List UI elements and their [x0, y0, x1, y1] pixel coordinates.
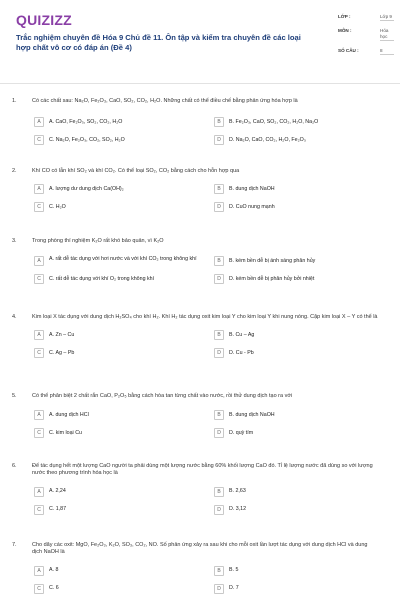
option-text: D. Cu - Pb [229, 349, 254, 356]
meta-row-subject [338, 28, 394, 41]
question-number: 1. [12, 98, 17, 104]
option-text: A. dung dịch HCl [49, 411, 89, 418]
option-text: A. 2,24 [49, 488, 66, 495]
option-text: D. 3,12 [229, 506, 247, 513]
meta-row-count [338, 48, 394, 55]
question-number: 6. [12, 463, 17, 469]
answer-options [34, 566, 388, 594]
option-text: C. kim loại Cu [49, 429, 82, 436]
option-text: B. kém bền dễ bị ánh sáng phân hủy [229, 257, 316, 264]
option-letter: B [214, 256, 224, 266]
option-letter: B [214, 566, 224, 576]
option-letter: D [214, 428, 224, 438]
option-letter: D [214, 202, 224, 212]
option-letter: A [34, 184, 44, 194]
option-letter: A [34, 566, 44, 576]
option-text: A. Zn – Cu [49, 331, 75, 338]
option-c[interactable] [34, 584, 214, 594]
option-d[interactable] [214, 584, 394, 594]
option-letter: C [34, 428, 44, 438]
question-text: Kim loại X tác dụng với dung dịch H₂SO₄ cho khí H₂. Khí H₂ tác dụng oxit kim loại Y cho kim loại Y khi nung nóng. Cặp kim loại X – Y có thể là [32, 314, 378, 320]
question-5 [12, 393, 388, 438]
option-letter: B [214, 117, 224, 127]
meta-row-class [338, 14, 394, 21]
option-letter: A [34, 117, 44, 127]
option-text: D. 7 [229, 585, 239, 592]
option-text: D. Na₂O, CaO, CO₂, H₂O, Fe₂O₃ [229, 136, 306, 143]
question-text: Khí CO có lẫn khí SO₂ và khí CO₂. Có thể loại SO₂, CO₂ bằng cách cho hỗn hợp qua [32, 168, 240, 174]
option-d[interactable] [214, 135, 394, 145]
option-text: B. dung dịch NaOH [229, 185, 275, 192]
option-a[interactable] [34, 566, 214, 576]
option-letter: B [214, 184, 224, 194]
option-text: C. H₂O [49, 203, 66, 210]
option-letter: C [34, 505, 44, 515]
answer-options [34, 254, 388, 284]
page-title: Trắc nghiệm chuyên đề Hóa 9 Chủ đề 11. Ôn tập và kiểm tra chuyên đề các loại hợp chất vô cơ có đáp án (Đề 4) [16, 33, 301, 52]
option-text: A. 8 [49, 567, 59, 574]
brand-logo [16, 12, 72, 28]
question-3 [12, 238, 388, 284]
meta-value: Hóa học [380, 28, 394, 41]
question-text: Cho dãy các oxit: MgO, Fe₂O₃, K₂O, SO₃, CO₂, NO. Số phản ứng xảy ra sau khi cho mỗi oxit lần lượt tác dụng với dung dịch HCl và dung dịch NaOH là [32, 542, 368, 556]
logo-text: QUIZIZZ [16, 12, 72, 28]
option-text: C. 1,87 [49, 506, 67, 513]
question-number: 3. [12, 238, 17, 244]
option-text: C. Na₂O, Fe₂O₃, CO₂, SO₂, H₂O [49, 136, 125, 143]
option-a[interactable] [34, 330, 214, 340]
option-text: B. Cu – Ag [229, 331, 255, 338]
option-text: B. Fe₂O₃, CaO, SO₂, CO₂, H₂O, Na₂O [229, 118, 319, 125]
question-number: 7. [12, 542, 17, 548]
option-b[interactable] [214, 410, 394, 420]
option-d[interactable] [214, 505, 394, 515]
answer-options [34, 184, 388, 212]
question-text: Có thể phân biệt 2 chất rắn CaO, P₂O₅ bằng cách hòa tan từng chất vào nước, rồi thử dung dịch tạo ra với [32, 393, 293, 399]
option-text: B. dung dịch NaOH [229, 411, 275, 418]
option-letter: A [34, 256, 44, 266]
option-letter: D [214, 274, 224, 284]
question-number: 2. [12, 168, 17, 174]
option-a[interactable] [34, 184, 214, 194]
option-letter: C [34, 202, 44, 212]
option-a[interactable] [34, 117, 214, 127]
option-b[interactable] [214, 330, 394, 340]
option-text: A. rất dễ tác dụng với hơi nước và với khí CO₂ trong không khí [49, 255, 197, 262]
question-text: Trong phòng thí nghiệm K₂O rất khó bảo quản, vì K₂O [32, 238, 164, 244]
option-text: B. 5 [229, 567, 239, 574]
option-letter: B [214, 487, 224, 497]
option-text: C. Ag – Pb [49, 349, 75, 356]
option-letter: A [34, 330, 44, 340]
option-text: D. quỳ tím [229, 429, 254, 436]
option-c[interactable] [34, 274, 214, 284]
option-letter: D [214, 584, 224, 594]
meta-key: SỐ CÂU : [338, 48, 359, 53]
option-c[interactable] [34, 202, 214, 212]
option-letter: C [34, 348, 44, 358]
question-6 [12, 463, 388, 515]
option-c[interactable] [34, 135, 214, 145]
option-c[interactable] [34, 505, 214, 515]
option-letter: B [214, 330, 224, 340]
question-2 [12, 168, 388, 212]
question-number: 5. [12, 393, 17, 399]
option-text: C. 6 [49, 585, 59, 592]
option-letter: C [34, 584, 44, 594]
meta-value: 8 [380, 48, 394, 55]
question-text: Để tác dụng hết một lượng CaO người ta phải dùng một lượng nước bằng 60% khối lượng CaO đó. Tỉ lệ lượng nước đã dùng so với lượng nước theo phương trình hóa học là [32, 463, 373, 477]
option-letter: D [214, 505, 224, 515]
worksheet-header [0, 0, 400, 84]
answer-options [34, 410, 388, 438]
worksheet-meta [338, 14, 394, 62]
option-d[interactable] [214, 202, 394, 212]
option-b[interactable] [214, 184, 394, 194]
option-text: C. rất dễ tác dụng với khí O₂ trong không khí [49, 275, 155, 282]
option-b[interactable] [214, 487, 394, 497]
option-letter: C [34, 135, 44, 145]
option-a[interactable] [34, 487, 214, 497]
meta-key: MÔN : [338, 28, 352, 33]
option-text: D. kém bền dễ bị phân hủy bởi nhiệt [229, 275, 315, 282]
option-c[interactable] [34, 428, 214, 438]
option-b[interactable] [214, 117, 394, 127]
answer-options [34, 117, 388, 145]
meta-key: LỚP : [338, 14, 351, 19]
answer-options [34, 330, 388, 358]
option-text: B. 2,63 [229, 488, 246, 495]
option-letter: C [34, 274, 44, 284]
answer-options [34, 487, 388, 515]
question-4 [12, 314, 388, 358]
option-d[interactable] [214, 428, 394, 438]
option-d[interactable] [214, 348, 394, 358]
option-b[interactable] [214, 254, 394, 266]
option-d[interactable] [214, 274, 394, 284]
option-text: A. lượng dư dung dịch Ca(OH)₂ [49, 185, 124, 192]
question-1 [12, 98, 388, 145]
question-text: Có các chất sau: Na₂O, Fe₂O₃, CaO, SO₂, CO₂, H₂O. Những chất có thể điều chế bằng phản ứng hóa hợp là [32, 98, 298, 104]
option-a[interactable] [34, 410, 214, 420]
option-c[interactable] [34, 348, 214, 358]
option-letter: D [214, 135, 224, 145]
option-letter: D [214, 348, 224, 358]
option-letter: A [34, 410, 44, 420]
option-letter: B [214, 410, 224, 420]
option-a[interactable] [34, 254, 214, 266]
option-text: D. CuO nung mạnh [229, 203, 275, 210]
question-7 [12, 542, 388, 594]
option-text: A. CaO, Fe₂O₃, SO₂, CO₂, H₂O [49, 118, 123, 125]
option-letter: A [34, 487, 44, 497]
question-number: 4. [12, 314, 17, 320]
meta-value: Lớp 9 [380, 14, 394, 21]
option-b[interactable] [214, 566, 394, 576]
